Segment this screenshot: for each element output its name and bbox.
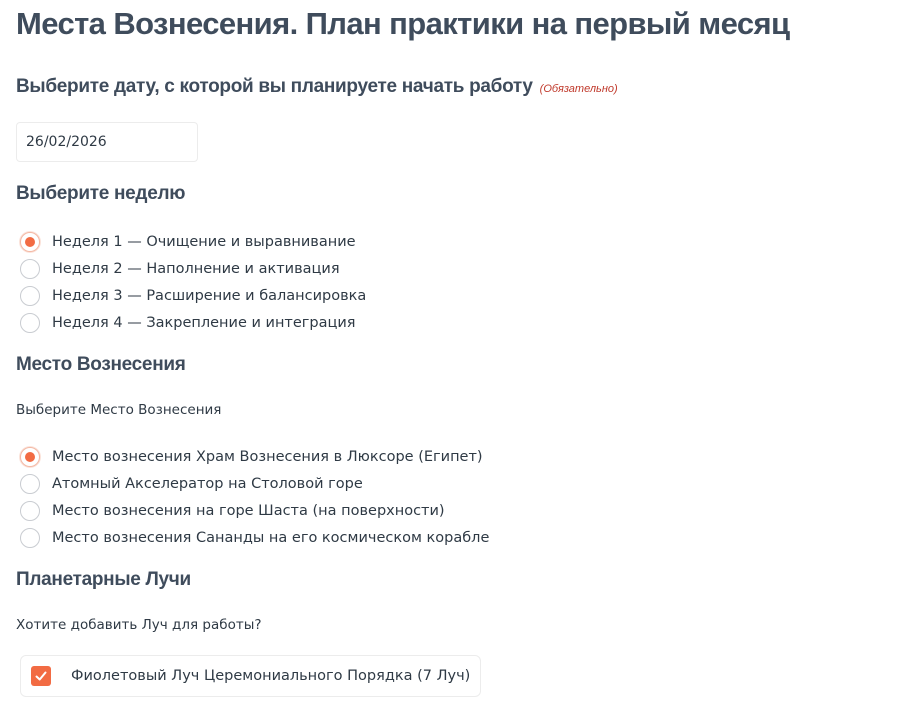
place-helper-text: Выберите Место Вознесения [16, 402, 222, 418]
week-option-3[interactable] [20, 282, 366, 309]
week-option-label[interactable]: Неделя 1 — Очищение и выравнивание [52, 233, 356, 250]
place-option-label[interactable]: Атомный Акселератор на Столовой горе [52, 475, 363, 492]
violet-ray-label[interactable]: Фиолетовый Луч Церемониального Порядка (7 Луч) [71, 668, 471, 684]
week-option-label[interactable]: Неделя 3 — Расширение и балансировка [52, 287, 367, 304]
place-option-shasta[interactable] [20, 497, 489, 524]
place-option-sananda[interactable] [20, 524, 489, 551]
radio-unchecked-icon[interactable] [20, 474, 40, 494]
place-option-label[interactable]: Место вознесения на горе Шаста (на поверхности) [52, 502, 445, 519]
place-option-label[interactable]: Место вознесения Храм Вознесения в Люксоре (Египет) [52, 448, 483, 465]
week-section-heading: Выберите неделю [16, 183, 186, 204]
radio-checked-icon[interactable] [20, 447, 40, 467]
check-icon [34, 669, 48, 683]
place-option-table-mountain[interactable] [20, 470, 489, 497]
week-option-1[interactable] [20, 228, 366, 255]
violet-ray-checkbox-card[interactable] [20, 655, 481, 697]
date-heading-text: Выберите дату, с которой вы планируете начать работу [16, 76, 533, 97]
radio-unchecked-icon[interactable] [20, 259, 40, 279]
week-option-label[interactable]: Неделя 2 — Наполнение и активация [52, 260, 340, 277]
place-option-label[interactable]: Место вознесения Сананды на его космическом корабле [52, 529, 490, 546]
week-option-4[interactable] [20, 309, 366, 336]
place-section-heading: Место Вознесения [16, 354, 186, 375]
radio-unchecked-icon[interactable] [20, 286, 40, 306]
radio-checked-icon[interactable] [20, 232, 40, 252]
checkbox-checked[interactable] [31, 666, 51, 686]
rays-section-heading: Планетарные Лучи [16, 569, 191, 590]
page-title: Места Вознесения. План практики на первый месяц [16, 6, 790, 41]
required-note: (Обязательно) [539, 83, 618, 95]
week-radio-group [20, 228, 366, 336]
week-option-2[interactable] [20, 255, 366, 282]
radio-unchecked-icon[interactable] [20, 501, 40, 521]
rays-helper-text: Хотите добавить Луч для работы? [16, 617, 262, 633]
week-option-label[interactable]: Неделя 4 — Закрепление и интеграция [52, 314, 356, 331]
start-date-input[interactable] [16, 122, 198, 162]
place-option-luxor[interactable] [20, 443, 489, 470]
date-section-heading [16, 76, 618, 98]
place-radio-group [20, 443, 489, 551]
radio-unchecked-icon[interactable] [20, 528, 40, 548]
radio-unchecked-icon[interactable] [20, 313, 40, 333]
